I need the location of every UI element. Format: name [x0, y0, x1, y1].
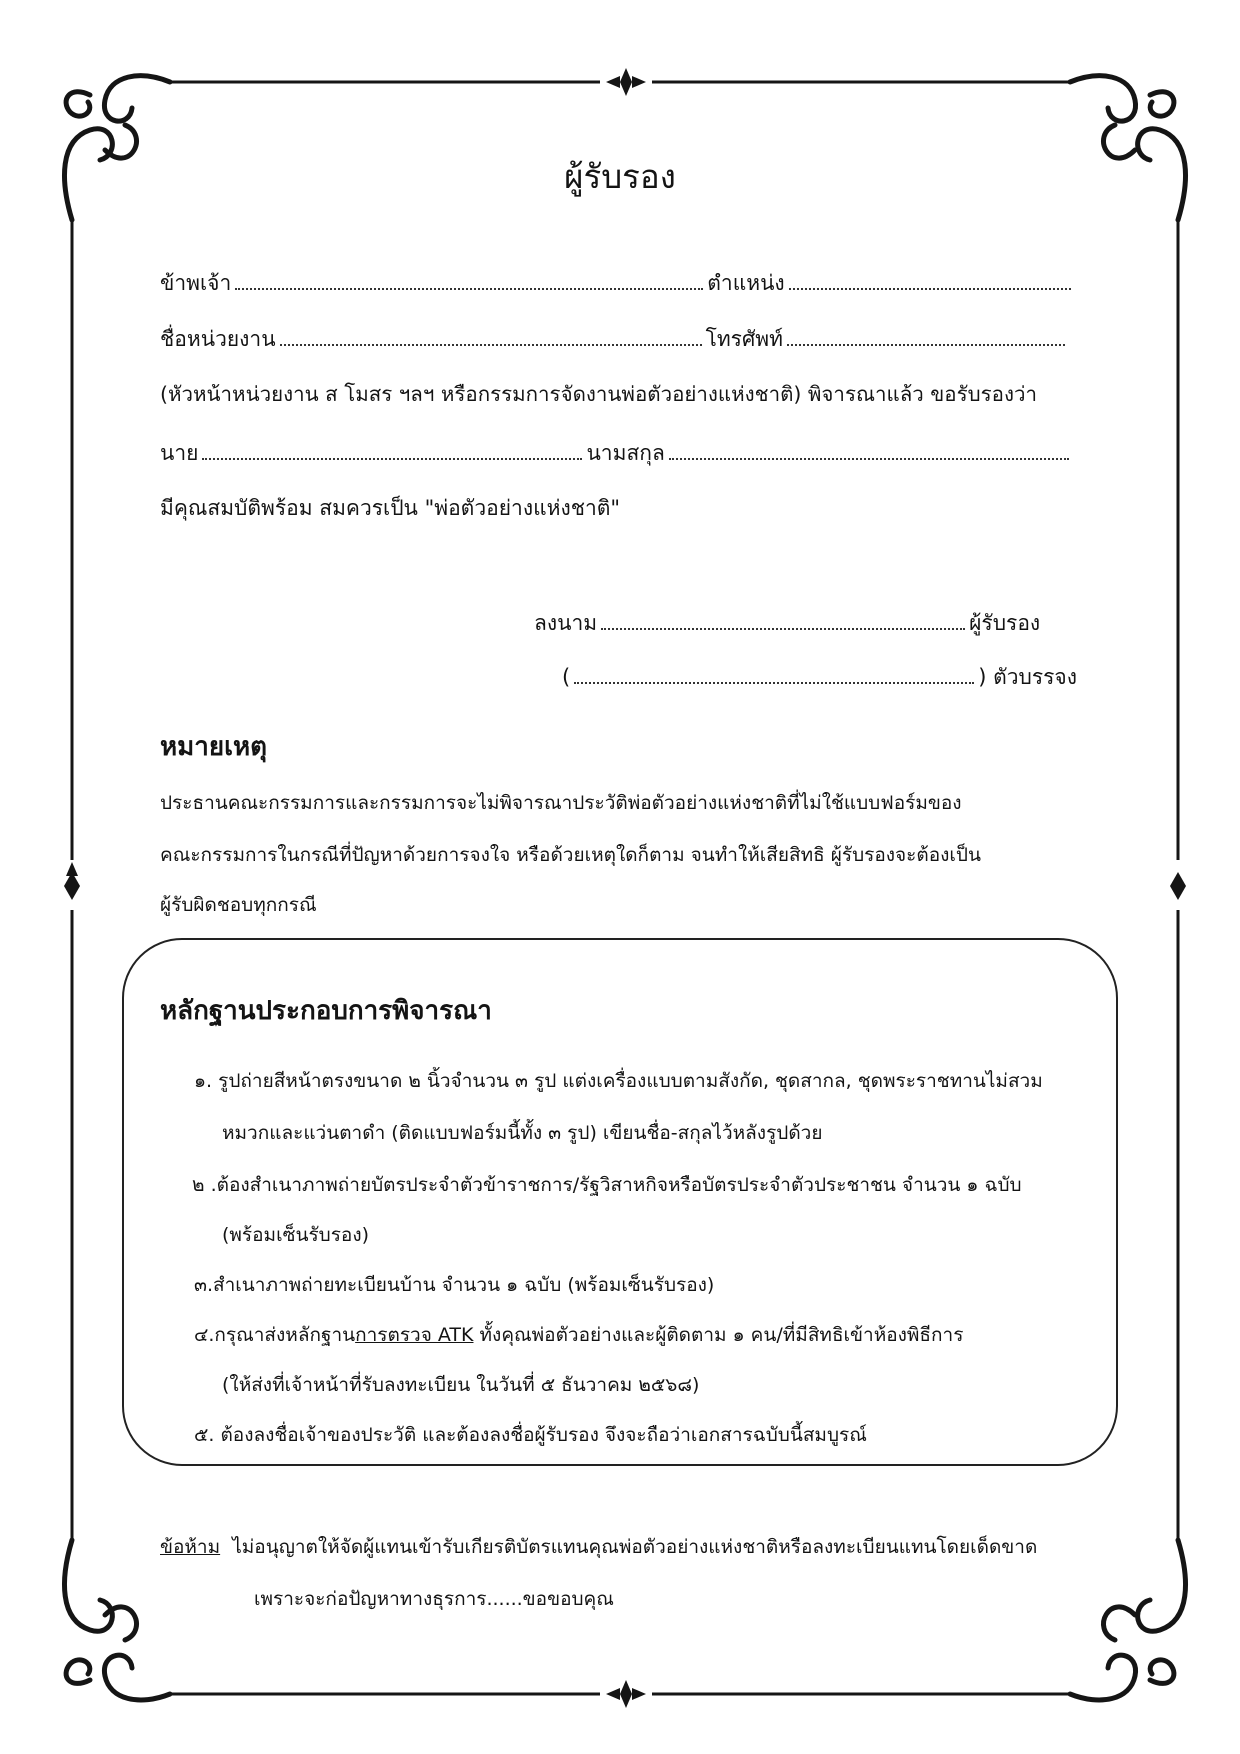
signature-field[interactable]	[601, 610, 965, 630]
evidence-item-1-cont: หมวกและแว่นตาดำ (ติดแบบฟอร์มนี้ทั้ง ๓ รูป) เขียนชื่อ-สกุลไว้หลังรูปด้วย	[222, 1122, 823, 1144]
position-label: ตำแหน่ง	[707, 271, 785, 295]
signature-line	[534, 610, 1040, 636]
printed-name-field[interactable]	[574, 664, 974, 684]
name-field[interactable]	[235, 270, 703, 290]
atk-test-text: การตรวจ ATK	[355, 1324, 474, 1346]
prohibition-line-2: เพราะจะก่อปัญหาทางธุรการ......ขอขอบคุณ	[254, 1588, 614, 1610]
candidate-firstname-field[interactable]	[202, 440, 582, 460]
candidate-surname-field[interactable]	[669, 440, 1069, 460]
mr-label: นาย	[160, 441, 199, 465]
prohibition-line	[160, 1532, 1037, 1562]
prohibition-label: ข้อห้าม	[160, 1536, 221, 1558]
printed-name-label: ตัวบรรจง	[993, 665, 1077, 689]
phone-field[interactable]	[787, 326, 1065, 346]
evidence-item-3: ๓.สำเนาภาพถ่ายทะเบียนบ้าน จำนวน ๑ ฉบับ (พร้อมเซ็นรับรอง)	[194, 1274, 715, 1296]
form-line-agency-phone	[160, 326, 1069, 352]
evidence-item-4-cont: (ให้ส่งที่เจ้าหน้าที่รับลงทะเบียน ในวันที่ ๕ ธันวาคม ๒๕๖๘)	[222, 1374, 700, 1396]
evidence-item-2-cont: (พร้อมเซ็นรับรอง)	[222, 1224, 370, 1246]
sign-label: ลงนาม	[534, 611, 598, 635]
printed-name-line: ( ) ตัวบรรจง	[562, 665, 1077, 689]
evidence-item-2: ๒ .ต้องสำเนาภาพถ่ายบัตรประจำตัวข้าราชการ/รัฐวิสาหกิจหรือบัตรประจำตัวประชาชน จำนวน ๑ ฉบับ	[192, 1174, 1022, 1196]
form-line-name-position	[160, 270, 1075, 296]
form-line-candidate-name	[160, 440, 1073, 466]
certifier-label: ผู้รับรอง	[969, 611, 1041, 635]
note-line-2: คณะกรรมการในกรณีที่ปัญหาด้วยการจงใจ หรือด้วยเหตุใดก็ตาม จนทำให้เสียสิทธิ ผู้รับรองจะต้องเป็น	[160, 844, 981, 866]
phone-label: โทรศัพท์	[705, 327, 783, 351]
evidence-item-4: ๔.กรุณาส่งหลักฐานการตรวจ ATK ทั้งคุณพ่อตัวอย่างและผู้ติดตาม ๑ คน/ที่มีสิทธิเข้าห้องพิธีการ	[194, 1324, 964, 1346]
surname-label: นามสกุล	[586, 441, 665, 465]
evidence-item-5: ๕. ต้องลงชื่อเจ้าของประวัติ และต้องลงชื่อผู้รับรอง จึงจะถือว่าเอกสารฉบับนี้สมบูรณ์	[194, 1424, 867, 1446]
note-line-3: ผู้รับผิดชอบทุกกรณี	[160, 894, 317, 916]
agency-label: ชื่อหน่วยงาน	[160, 327, 276, 351]
evidence-item-1: ๑. รูปถ่ายสีหน้าตรงขนาด ๒ นิ้วจำนวน ๓ รูป แต่งเครื่องแบบตามสังกัด, ชุดสากล, ชุดพระราชทานไม่สวม	[194, 1070, 1043, 1092]
note-heading: หมายเหตุ	[160, 732, 268, 762]
evidence-heading: หลักฐานประกอบการพิจารณา	[160, 996, 492, 1026]
form-line-qualified: มีคุณสมบัติพร้อม สมควรเป็น "พ่อตัวอย่างแห่งชาติ"	[160, 496, 621, 520]
position-field[interactable]	[789, 270, 1071, 290]
note-line-1: ประธานคณะกรรมการและกรรมการจะไม่พิจารณาประวัติพ่อตัวอย่างแห่งชาติที่ไม่ใช้แบบฟอร์มของ	[160, 792, 962, 814]
page-title: ผู้รับรอง	[564, 157, 676, 196]
name-label: ข้าพเจ้า	[160, 271, 232, 295]
form-line-certify: (หัวหน้าหน่วยงาน ส โมสร ฯลฯ หรือกรรมการจัดงานพ่อตัวอย่างแห่งชาติ) พิจารณาแล้ว ขอรับรองว่า	[160, 382, 1037, 406]
agency-field[interactable]	[280, 326, 702, 346]
prohibition-text: ไม่อนุญาตให้จัดผู้แทนเข้ารับเกียรติบัตรแทนคุณพ่อตัวอย่างแห่งชาติหรือลงทะเบียนแทนโดยเด็ดขาด	[232, 1536, 1038, 1558]
